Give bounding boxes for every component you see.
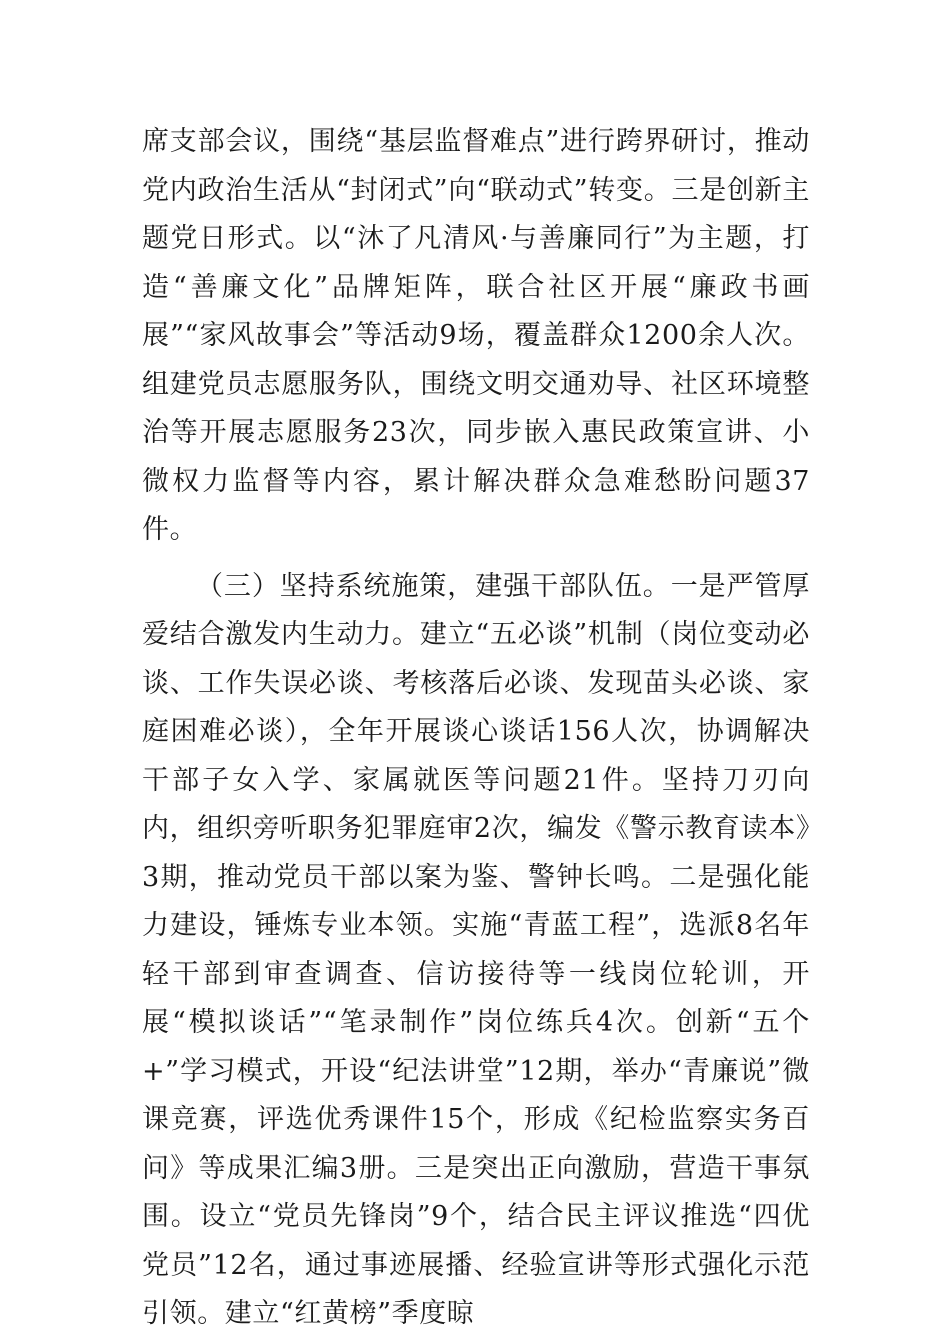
paragraph-continuation: 席支部会议，围绕“基层监督难点”进行跨界研讨，推动党内政治生活从“封闭式”向“联动式”转变。三是创新主题党日形式。以“沐了凡清风·与善廉同行”为主题，打造“善廉文化”品牌矩阵，联合社区开展“廉政书画展”“家风故事会”等活动9场，覆盖群众1200余人次。组建党员志愿服务队，围绕文明交通劝导、社区环境整治等开展志愿服务23次，同步嵌入惠民政策宣讲、小微权力监督等内容，累计解决群众急难愁盼问题37件。 [142,126,810,545]
document-body [142,118,810,1339]
paragraph-section-three: （三）坚持系统施策，建强干部队伍。一是严管厚爱结合激发内生动力。建立“五必谈”机制（岗位变动必谈、工作失误必谈、考核落后必谈、发现苗头必谈、家庭困难必谈），全年开展谈心谈话156人次，协调解决干部子女入学、家属就医等问题21件。坚持刀刃向内，组织旁听职务犯罪庭审2次，编发《警示教育读本》3期，推动党员干部以案为鉴、警钟长鸣。二是强化能力建设，锤炼专业本领。实施“青蓝工程”，选派8名年轻干部到审查调查、信访接待等一线岗位轮训，开展“模拟谈话”“笔录制作”岗位练兵4次。创新“五个+”学习模式，开设“纪法讲堂”12期，举办“青廉说”微课竞赛，评选优秀课件15个，形成《纪检监察实务百问》等成果汇编3册。三是突出正向激励，营造干事氛围。设立“党员先锋岗”9个，结合民主评议推选“四优党员”12名，通过事迹展播、经验宣讲等形式强化示范引领。建立“红黄榜”季度晾 [142,570,810,1329]
